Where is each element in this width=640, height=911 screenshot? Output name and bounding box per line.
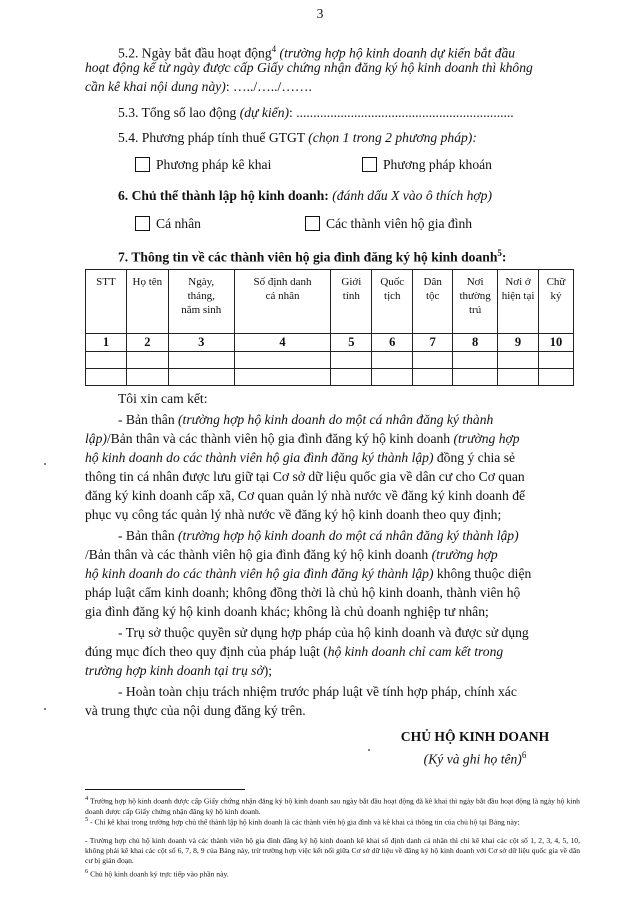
section-5-3-label: 5.3. Tổng số lao động [118, 105, 240, 120]
col-number: 8 [453, 334, 498, 352]
commit-4-line2: và trung thực của nội dung đăng ký trên. [85, 703, 306, 718]
footnote-5b: - Trường hợp chủ hộ kinh doanh và các thành viên hộ gia đình đăng ký hộ kinh doanh kê khai số định danh cá nhân thì chỉ kê khai các cột số 1, 2, 3, 4, 5, 10, không phải kê khai các cột số 6, 7, 8, 9 của Bảng này, trừ trường hợp việc kết nối giữa Cơ sở dữ liệu về đăng ký hộ kinh doanh với Cơ sở dữ liệu quốc gia về dân cư bị gián đoạn. [85, 836, 580, 866]
section-5-2-note: (trường hợp hộ kinh doanh dự kiến bắt đầu [276, 45, 516, 61]
section-6 [118, 187, 492, 205]
commit-1-line1: - Bản thân (trường hợp hộ kinh doanh do một cá nhân đăng ký thành [118, 412, 494, 427]
table-cell[interactable] [498, 369, 539, 386]
commit-2-line3: hộ kinh doanh do các thành viên hộ gia đình đăng ký thành lập) không thuộc diện [85, 566, 532, 581]
section-5-2-note-3: cần kê khai nội dung này) [85, 79, 226, 94]
commit-1-line6: phục vụ công tác quản lý nhà nước về đăng ký hộ kinh doanh theo quy định; [85, 507, 502, 522]
commit-1-line3: hộ kinh doanh do các thành viên hộ gia đình đăng ký thành lập) đồng ý chia sẻ [85, 450, 516, 465]
commit-1-line5: đăng ký kinh doanh cấp xã, Cơ quan quản lý nhà nước về đăng ký kinh doanh để [85, 488, 526, 503]
footnote-4: $^4$ Trường hợp hộ kinh doanh được cấp Giấy chứng nhận đăng ký hộ kinh doanh sau ngày bắt đầu hoạt động đã kê khai thì ngày bắt đầu hoạt động là ngày hộ kinh doanh được cấp Giấy chứng nhận đăng ký hộ kinh doanh. [85, 795, 580, 816]
start-date-field[interactable]: : …../…../……. [225, 79, 312, 94]
checkbox-lump-sum[interactable] [362, 157, 377, 172]
table-cell[interactable] [372, 369, 413, 386]
table-cell[interactable] [168, 352, 234, 369]
col-header-permanent-residence: Nơi thường trú [453, 270, 498, 334]
table-row [86, 352, 574, 369]
col-number: 1 [86, 334, 127, 352]
col-number: 6 [372, 334, 413, 352]
table-cell[interactable] [498, 352, 539, 369]
founder-option-household-label: Các thành viên hộ gia đình [326, 216, 473, 231]
col-header-stt: STT [86, 270, 127, 334]
commit-2-line1: - Bản thân (trường hợp hộ kinh doanh do một cá nhân đăng ký thành lập) [118, 528, 519, 543]
footnote-ref-4: 4 [271, 44, 277, 54]
founder-option-individual[interactable] [135, 215, 201, 233]
table-cell[interactable] [453, 369, 498, 386]
table-cell[interactable] [168, 369, 234, 386]
table-cell[interactable] [126, 352, 168, 369]
col-number: 4 [234, 334, 331, 352]
section-5-3-note: (dự kiến) [239, 105, 290, 120]
section-6-note: (đánh dấu X vào ô thích hợp) [328, 188, 492, 203]
vat-option-declaration-label: Phương pháp kê khai [156, 157, 272, 172]
founder-option-individual-label: Cá nhân [156, 216, 201, 231]
commit-1-line4: thông tin cá nhân được lưu giữ tại Cơ sở dữ liệu quốc gia về dân cư cho Cơ quan [85, 469, 525, 484]
checkbox-individual[interactable] [135, 216, 150, 231]
table-cell[interactable] [331, 352, 372, 369]
col-number: 2 [126, 334, 168, 352]
commit-4-line1: - Hoàn toàn chịu trách nhiệm trước pháp luật về tính hợp pháp, chính xác [118, 684, 517, 699]
table-cell[interactable] [539, 369, 574, 386]
section-5-4-label: 5.4. Phương pháp tính thuế GTGT [118, 130, 309, 145]
footnote-divider [85, 789, 245, 790]
footnote-ref-5: 5 [497, 248, 502, 258]
commit-2-line2: /Bản thân và các thành viên hộ gia đình đăng ký hộ kinh doanh (trường hợp [85, 547, 498, 562]
footnote-ref-6: 6 [521, 750, 527, 760]
col-header-ethnicity: Dân tộc [413, 270, 453, 334]
section-7-colon: : [501, 249, 507, 265]
labor-count-field[interactable]: : ................................................................ [289, 105, 514, 120]
table-cell[interactable] [372, 352, 413, 369]
col-number: 9 [498, 334, 539, 352]
commit-3-line2: đúng mục đích theo quy định của pháp luật (hộ kinh doanh chỉ cam kết trong [85, 644, 504, 659]
section-5-2-line3 [85, 78, 312, 96]
col-header-dob: Ngày, tháng, năm sinh [168, 270, 234, 334]
commit-2-line4: pháp luật cấm kinh doanh; không đồng thời là chủ hộ kinh doanh, thành viên hộ [85, 585, 521, 600]
members-table [85, 269, 574, 386]
section-5-4-note: (chọn 1 trong 2 phương pháp): [308, 130, 477, 145]
section-5-4 [118, 129, 477, 147]
table-cell[interactable] [413, 352, 453, 369]
margin-mark [368, 749, 370, 751]
col-number: 3 [168, 334, 234, 352]
table-number-row [86, 334, 574, 352]
table-cell[interactable] [234, 369, 331, 386]
table-cell[interactable] [331, 369, 372, 386]
signature-note: (Ký và ghi họ tên)$^6$ [423, 750, 527, 767]
col-header-nationality: Quốc tịch [372, 270, 413, 334]
table-cell[interactable] [539, 352, 574, 369]
margin-mark [44, 463, 46, 465]
col-header-gender: Giới tính [331, 270, 372, 334]
section-5-2-note-2: hoạt động kể từ ngày được cấp Giấy chứng nhận đăng ký hộ kinh doanh thì không [85, 60, 533, 75]
commit-1-line2: lập)/Bản thân và các thành viên hộ gia đình đăng ký hộ kinh doanh (trường hợp [85, 431, 520, 446]
commit-2-line5: gia đình đăng ký hộ kinh doanh khác; không là chủ doanh nghiệp tư nhân; [85, 604, 489, 619]
table-cell[interactable] [86, 352, 127, 369]
col-header-name: Họ tên [126, 270, 168, 334]
section-7 [118, 244, 506, 267]
checkbox-household[interactable] [305, 216, 320, 231]
section-5-2-label: 5.2. Ngày bắt đầu hoạt động [118, 45, 272, 61]
margin-mark [44, 708, 46, 710]
signature-title: CHỦ HỘ KINH DOANH [400, 729, 550, 744]
footnote-6: $^6$ Chủ hộ kinh doanh ký trực tiếp vào phần này. [85, 868, 229, 879]
commit-3-line3: trường hợp kinh doanh tại trụ sở); [85, 663, 273, 678]
section-6-label: 6. Chủ thể thành lập hộ kinh doanh: [118, 188, 329, 203]
table-cell[interactable] [234, 352, 331, 369]
vat-option-lump-sum-label: Phương pháp khoán [383, 157, 492, 172]
col-number: 10 [539, 334, 574, 352]
vat-option-declaration[interactable] [135, 156, 271, 174]
page-number: 3 [316, 6, 324, 21]
table-cell[interactable] [126, 369, 168, 386]
col-number: 7 [413, 334, 453, 352]
table-cell[interactable] [413, 369, 453, 386]
col-header-current-residence: Nơi ở hiện tại [498, 270, 539, 334]
commit-3-line1: - Trụ sở thuộc quyền sử dụng hợp pháp của hộ kinh doanh và được sử dụng [118, 625, 529, 640]
section-7-label: 7. Thông tin về các thành viên hộ gia đình đăng ký hộ kinh doanh [118, 249, 498, 265]
checkbox-declaration[interactable] [135, 157, 150, 172]
table-cell[interactable] [453, 352, 498, 369]
section-5-3 [118, 104, 514, 122]
col-header-signature: Chữ ký [539, 270, 574, 334]
table-header-row [86, 270, 574, 334]
commit-title: Tôi xin cam kết: [118, 391, 208, 406]
col-header-id-number: Số định danh cá nhân [234, 270, 331, 334]
table-cell[interactable] [86, 369, 127, 386]
section-5-2-line2 [85, 59, 533, 77]
footnote-5a: $^5$ - Chỉ kê khai trong trường hợp chủ thể thành lập hộ kinh doanh là các thành viên hộ gia đình và kê khai cả thông tin của chủ hộ tại Bảng này; [85, 816, 520, 827]
vat-option-lump-sum[interactable] [362, 156, 492, 174]
table-row [86, 369, 574, 386]
founder-option-household[interactable] [305, 215, 472, 233]
col-number: 5 [331, 334, 372, 352]
